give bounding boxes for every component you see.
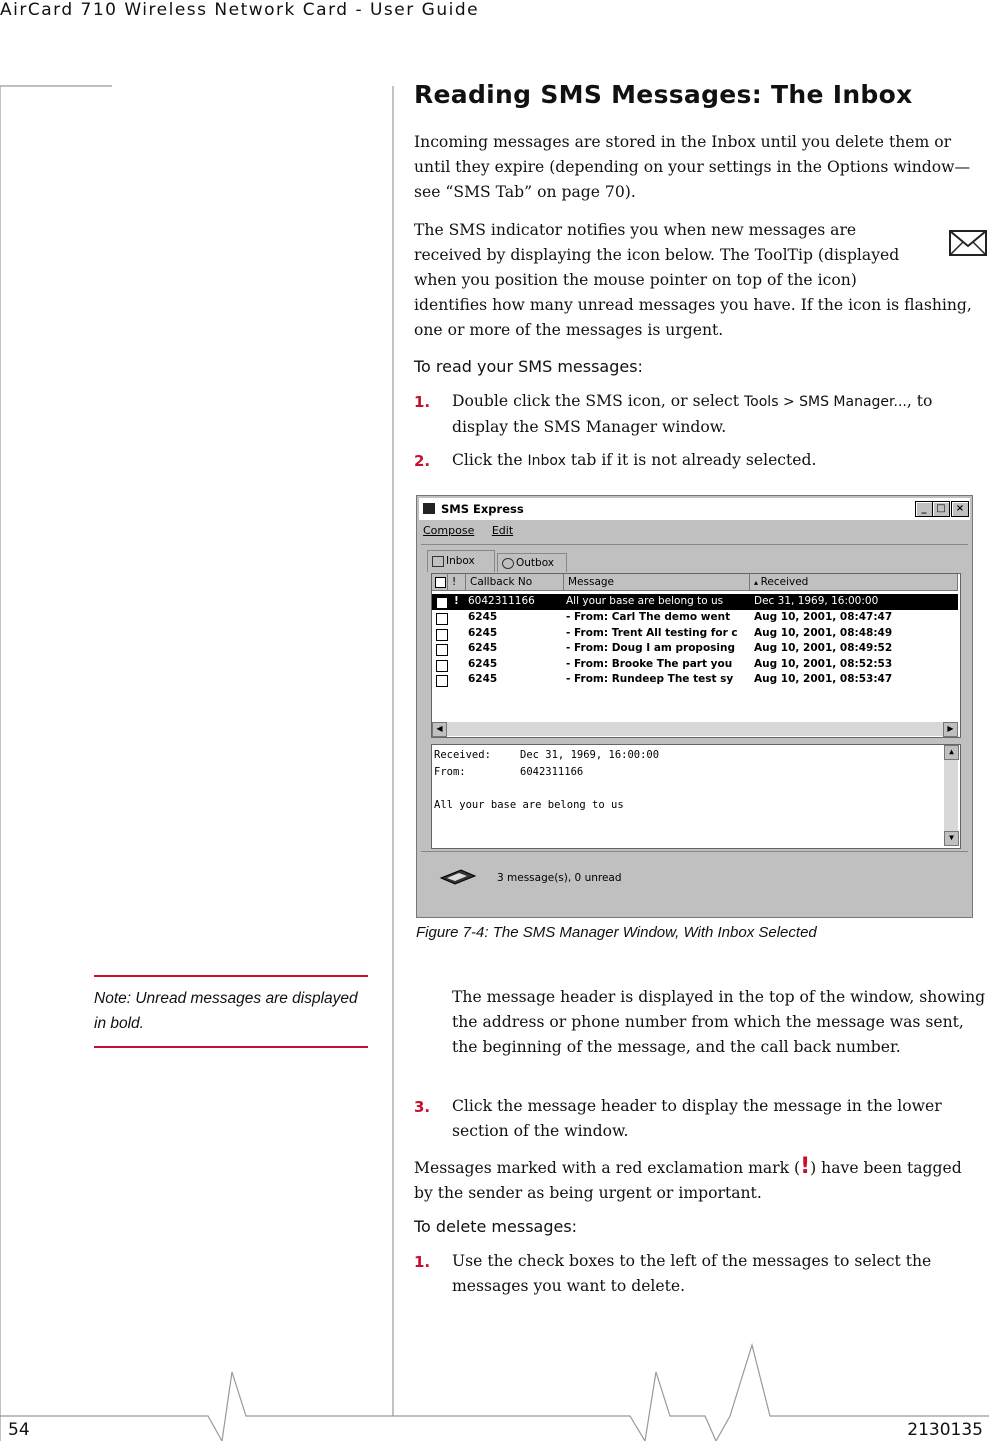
- header-paragraph: The message header is displayed in the top of the window, showing the address or phone number from which the message was sent, the beginning of the message, and the call back number.: [452, 988, 986, 1056]
- sms-manager-screenshot: [416, 495, 973, 918]
- row-checkbox[interactable]: [436, 613, 448, 625]
- indicator-paragraph: The SMS indicator notifies you when new messages are received by displaying the icon below. The ToolTip (displayed when you position the mouse pointer on top of the icon) identifies how many unread messages you have. If the icon is flashing, one or more of the messages is urgent.: [414, 218, 989, 343]
- page-number: 54: [8, 1420, 30, 1440]
- icon-float: [921, 218, 989, 293]
- row-checkbox[interactable]: [436, 644, 448, 656]
- maximize-button[interactable]: □: [932, 501, 950, 517]
- preview-received-value: Dec 31, 1969, 16:00:00: [520, 749, 660, 761]
- section-title: Reading SMS Messages: The Inbox: [414, 80, 913, 109]
- preview-received-label: Received:: [434, 749, 491, 761]
- close-button[interactable]: ×: [951, 501, 969, 517]
- menu-path: Tools > SMS Manager...: [744, 394, 907, 410]
- menu-bar: [423, 524, 527, 537]
- scroll-down-button[interactable]: ▼: [944, 831, 959, 846]
- figure-caption: Figure 7-4: The SMS Manager Window, With Inbox Selected: [416, 924, 817, 941]
- red-exclamation-mark: !: [800, 1154, 811, 1179]
- intro-paragraph: Incoming messages are stored in the Inbox until you delete them or until they expire (depending on your settings in the Options window—see “SMS Tab” on page 70).: [414, 133, 971, 201]
- row-checkbox[interactable]: [436, 660, 448, 672]
- window-titlebar: [419, 498, 970, 520]
- column-callback[interactable]: Callback No: [466, 574, 564, 591]
- device-icon: [439, 868, 477, 886]
- inbox-tab-icon: [432, 556, 444, 567]
- menu-edit[interactable]: Edit: [491, 524, 514, 537]
- message-preview: [431, 744, 961, 849]
- row-checkbox[interactable]: [436, 597, 448, 609]
- delete-step-1-text: Use the check boxes to the left of the messages to select the messages you want to delete.: [452, 1252, 932, 1295]
- minimize-button[interactable]: _: [915, 501, 933, 517]
- read-step-3-number: 3.: [414, 1098, 431, 1116]
- preview-body: All your base are belong to us: [434, 799, 624, 811]
- message-list: [431, 573, 961, 738]
- table-row[interactable]: 6245 - From: Rundeep The test sy Aug 10, 2001, 08:53:47: [432, 672, 958, 688]
- read-messages-heading: To read your SMS messages:: [414, 357, 643, 376]
- table-row[interactable]: 6245 - From: Brooke The part you Aug 10, 2001, 08:52:53: [432, 657, 958, 673]
- row-checkbox[interactable]: [436, 629, 448, 641]
- urgent-column-header[interactable]: !: [448, 574, 466, 591]
- read-step-2-text: Click the Inbox tab if it is not already selected.: [452, 451, 817, 469]
- row-checkbox[interactable]: [436, 675, 448, 687]
- table-row[interactable]: 6245 - From: Carl The demo went Aug 10, 2001, 08:47:47: [432, 610, 958, 626]
- app-icon: [423, 503, 435, 514]
- scroll-left-button[interactable]: ◀: [432, 722, 447, 737]
- read-step-1-text: Double click the SMS icon, or select Tools > SMS Manager..., to display the SMS Manager window.: [452, 392, 933, 436]
- status-text: 3 message(s), 0 unread: [497, 872, 622, 884]
- document-number: 2130135: [907, 1420, 983, 1440]
- vertical-scrollbar[interactable]: [944, 745, 958, 846]
- read-step-2-number: 2.: [414, 452, 431, 470]
- table-row[interactable]: 6245 - From: Trent All testing for c Aug 10, 2001, 08:48:49: [432, 626, 958, 642]
- preview-from-value: 6042311166: [520, 766, 584, 778]
- read-step-1-number: 1.: [414, 393, 431, 411]
- inbox-ui-label: Inbox: [527, 453, 566, 469]
- running-header: AirCard 710 Wireless Network Card - User Guide: [0, 0, 480, 20]
- tab-outbox[interactable]: Outbox: [497, 553, 567, 572]
- scroll-right-button[interactable]: ▶: [943, 722, 958, 737]
- column-message[interactable]: Message: [564, 574, 750, 591]
- tab-inbox[interactable]: Inbox: [427, 550, 495, 572]
- note-bottom-rule: [94, 1046, 368, 1048]
- table-row[interactable]: ! 6042311166 All your base are belong to us Dec 31, 1969, 16:00:00: [432, 594, 958, 610]
- scroll-up-button[interactable]: ▲: [944, 745, 959, 760]
- delete-step-1-number: 1.: [414, 1253, 431, 1271]
- note-unread-bold: Note: Unread messages are displayed in bold.: [94, 990, 358, 1032]
- delete-messages-heading: To delete messages:: [414, 1217, 578, 1236]
- outbox-tab-icon: [502, 558, 514, 569]
- table-row[interactable]: 6245 - From: Doug I am proposing Aug 10, 2001, 08:49:52: [432, 641, 958, 657]
- column-received[interactable]: ▴ Received: [750, 574, 958, 591]
- note-top-rule: [94, 975, 368, 977]
- envelope-icon: [949, 230, 987, 256]
- menu-compose[interactable]: Compose: [423, 524, 475, 537]
- check-column-header[interactable]: [432, 574, 448, 591]
- window-title: SMS Express: [441, 502, 524, 516]
- horizontal-scrollbar[interactable]: [432, 722, 958, 736]
- preview-from-label: From:: [434, 766, 466, 778]
- urgent-paragraph: Messages marked with a red exclamation mark (!) have been tagged by the sender as being urgent or important.: [414, 1154, 962, 1202]
- read-step-3-text: Click the message header to display the message in the lower section of the window.: [452, 1097, 942, 1140]
